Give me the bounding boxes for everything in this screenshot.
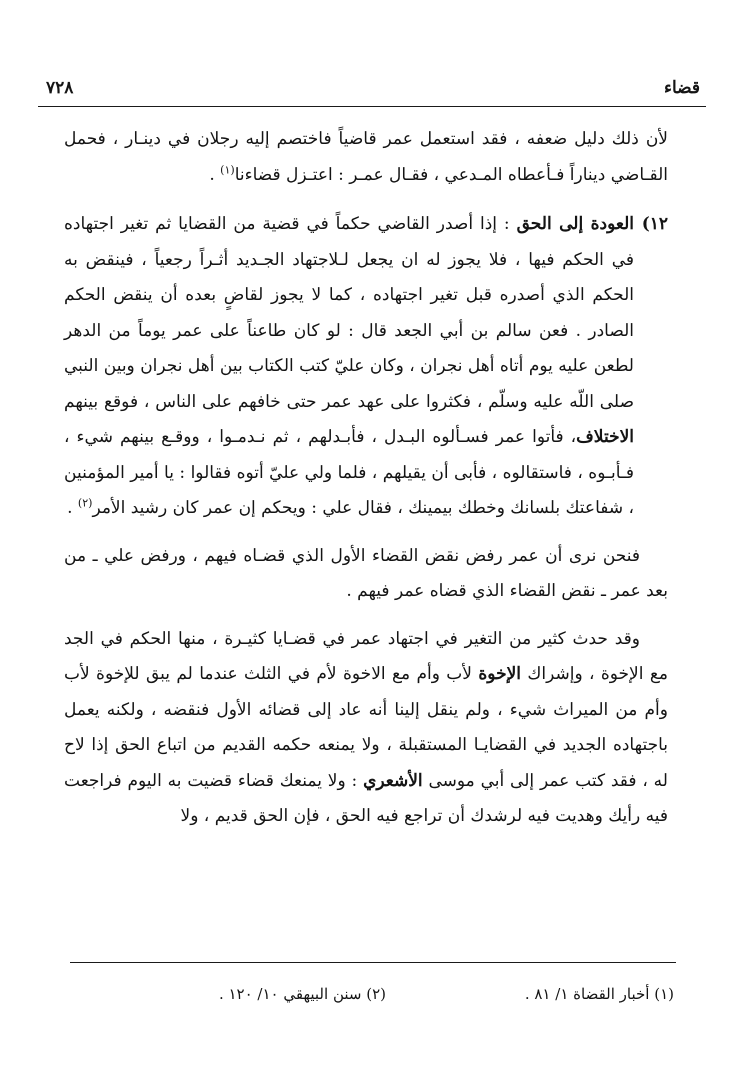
footnote-ref-1: (١) (220, 162, 235, 176)
paragraph-1-text: لأن ذلك دليل ضعفه ، فقد استعمل عمر قاضياً فاختصم إليه رجلان في دينـار ، فحمل القـاضي ديناراً فـأعطاه المـدعي ، فقـال عمـر : اعتـزل قضاءنا (64, 129, 668, 185)
paragraph-12 (64, 207, 668, 527)
paragraph-12-bold: الاختلاف (576, 427, 634, 447)
running-header (38, 70, 706, 107)
footnote-2: (٢) سنن البيهقي ١٠/ ١٢٠ . (218, 985, 386, 1003)
paragraph-4-text-b: لأب وأم مع الاخوة لأم في الثلث عندما لم يبق للإخوة لأب وأم من الميراث شيء ، ولم ينقل إلينا أنه عاد إلى قضائه الأول فنقضه ، ولكنه يعمل باجتهاده الجديد في القضايـا المستقبلة ، ولا يمنعه حكمه القديم من اتباع الحق إذا لاح له ، فقد كتب عمر إلى أبي موسى (64, 664, 668, 791)
paragraph-4-bold-a: الإخوة (478, 664, 521, 684)
paragraph-1-end: . (209, 164, 221, 185)
paragraph-1 (64, 122, 668, 193)
paragraph-12-text-b: ، فأتوا عمر فسـألوه البـدل ، فأبـدلهم ، ثم نـدمـوا ، ووقـع بينهم شيء ، فـأبـوه ، فاستقالوه ، فأبى أن يقيلهم ، فلما ولي عليّ أتوه فقالوا : يا أمير المؤمنين ، شفاعتك بلسانك وخطك بيمينك ، فقال علي : ويحكم إن عمر كان رشيد الأمر (64, 427, 634, 518)
paragraph-12-text-a: : إذا أصدر القاضي حكماً في قضية من القضايا ثم تغير اجتهاده في الحكم فيها ، فلا يجوز له ان يجعل لـلاجتهاد الجـديد أثـراً رجعياً ، فينقض به الحكم الذي أصدره قبل تغير اجتهاده ، كما لا يجوز لقاضٍ بعده أن ينقض الحكم الصادر . فعن سالم بن أبي الجعد قال : لو كان طاعناً على عمر يوماً من الدهر لطعن عليه يوم أتاه أهل نجران ، وكان عليّ كتب الكتاب بين أهل نجران وبين النبي صلى اللّه عليه وسلّم ، فكثروا على عهد عمر حتى خافهم على الناس ، فوقع بينهم (64, 214, 634, 412)
paragraph-3 (64, 539, 668, 610)
paragraph-3-text: فنحن نرى أن عمر رفض نقض القضاء الأول الذي قضـاه فيهم ، ورفض علي ـ من بعد عمر ـ نقض القضاء الذي قضاه عمر فيهم . (64, 545, 668, 601)
page-number: ٧٢٨ (46, 78, 74, 98)
paragraph-4-bold-b: الأشعري (363, 770, 423, 791)
item-number: ١٢) (641, 214, 668, 234)
footnote-ref-2: (٢) (77, 496, 93, 510)
footnote-1: (١) أخبار القضاة ١/ ٨١ . (524, 985, 674, 1003)
body-text (64, 122, 668, 835)
paragraph-4-text-c: : ولا يمنعك قضاء قضيت به اليوم فراجعت فيه رأيك وهديت فيه لرشدك أن تراجع فيه الحق ، فإن الحق قديم ، ولا (64, 770, 668, 826)
footnote-divider (70, 962, 676, 963)
paragraph-4-text-a: وقد حدث كثير من التغير في اجتهاد عمر في قضـايا كثيـرة ، منها الحكم في الجد مع الإخوة ، وإشراك (64, 628, 668, 684)
paragraph-4 (64, 622, 668, 835)
section-heading: العودة إلى الحق (516, 214, 635, 234)
header-title: قضاء (663, 78, 700, 98)
paragraph-12-end: . (67, 498, 78, 518)
